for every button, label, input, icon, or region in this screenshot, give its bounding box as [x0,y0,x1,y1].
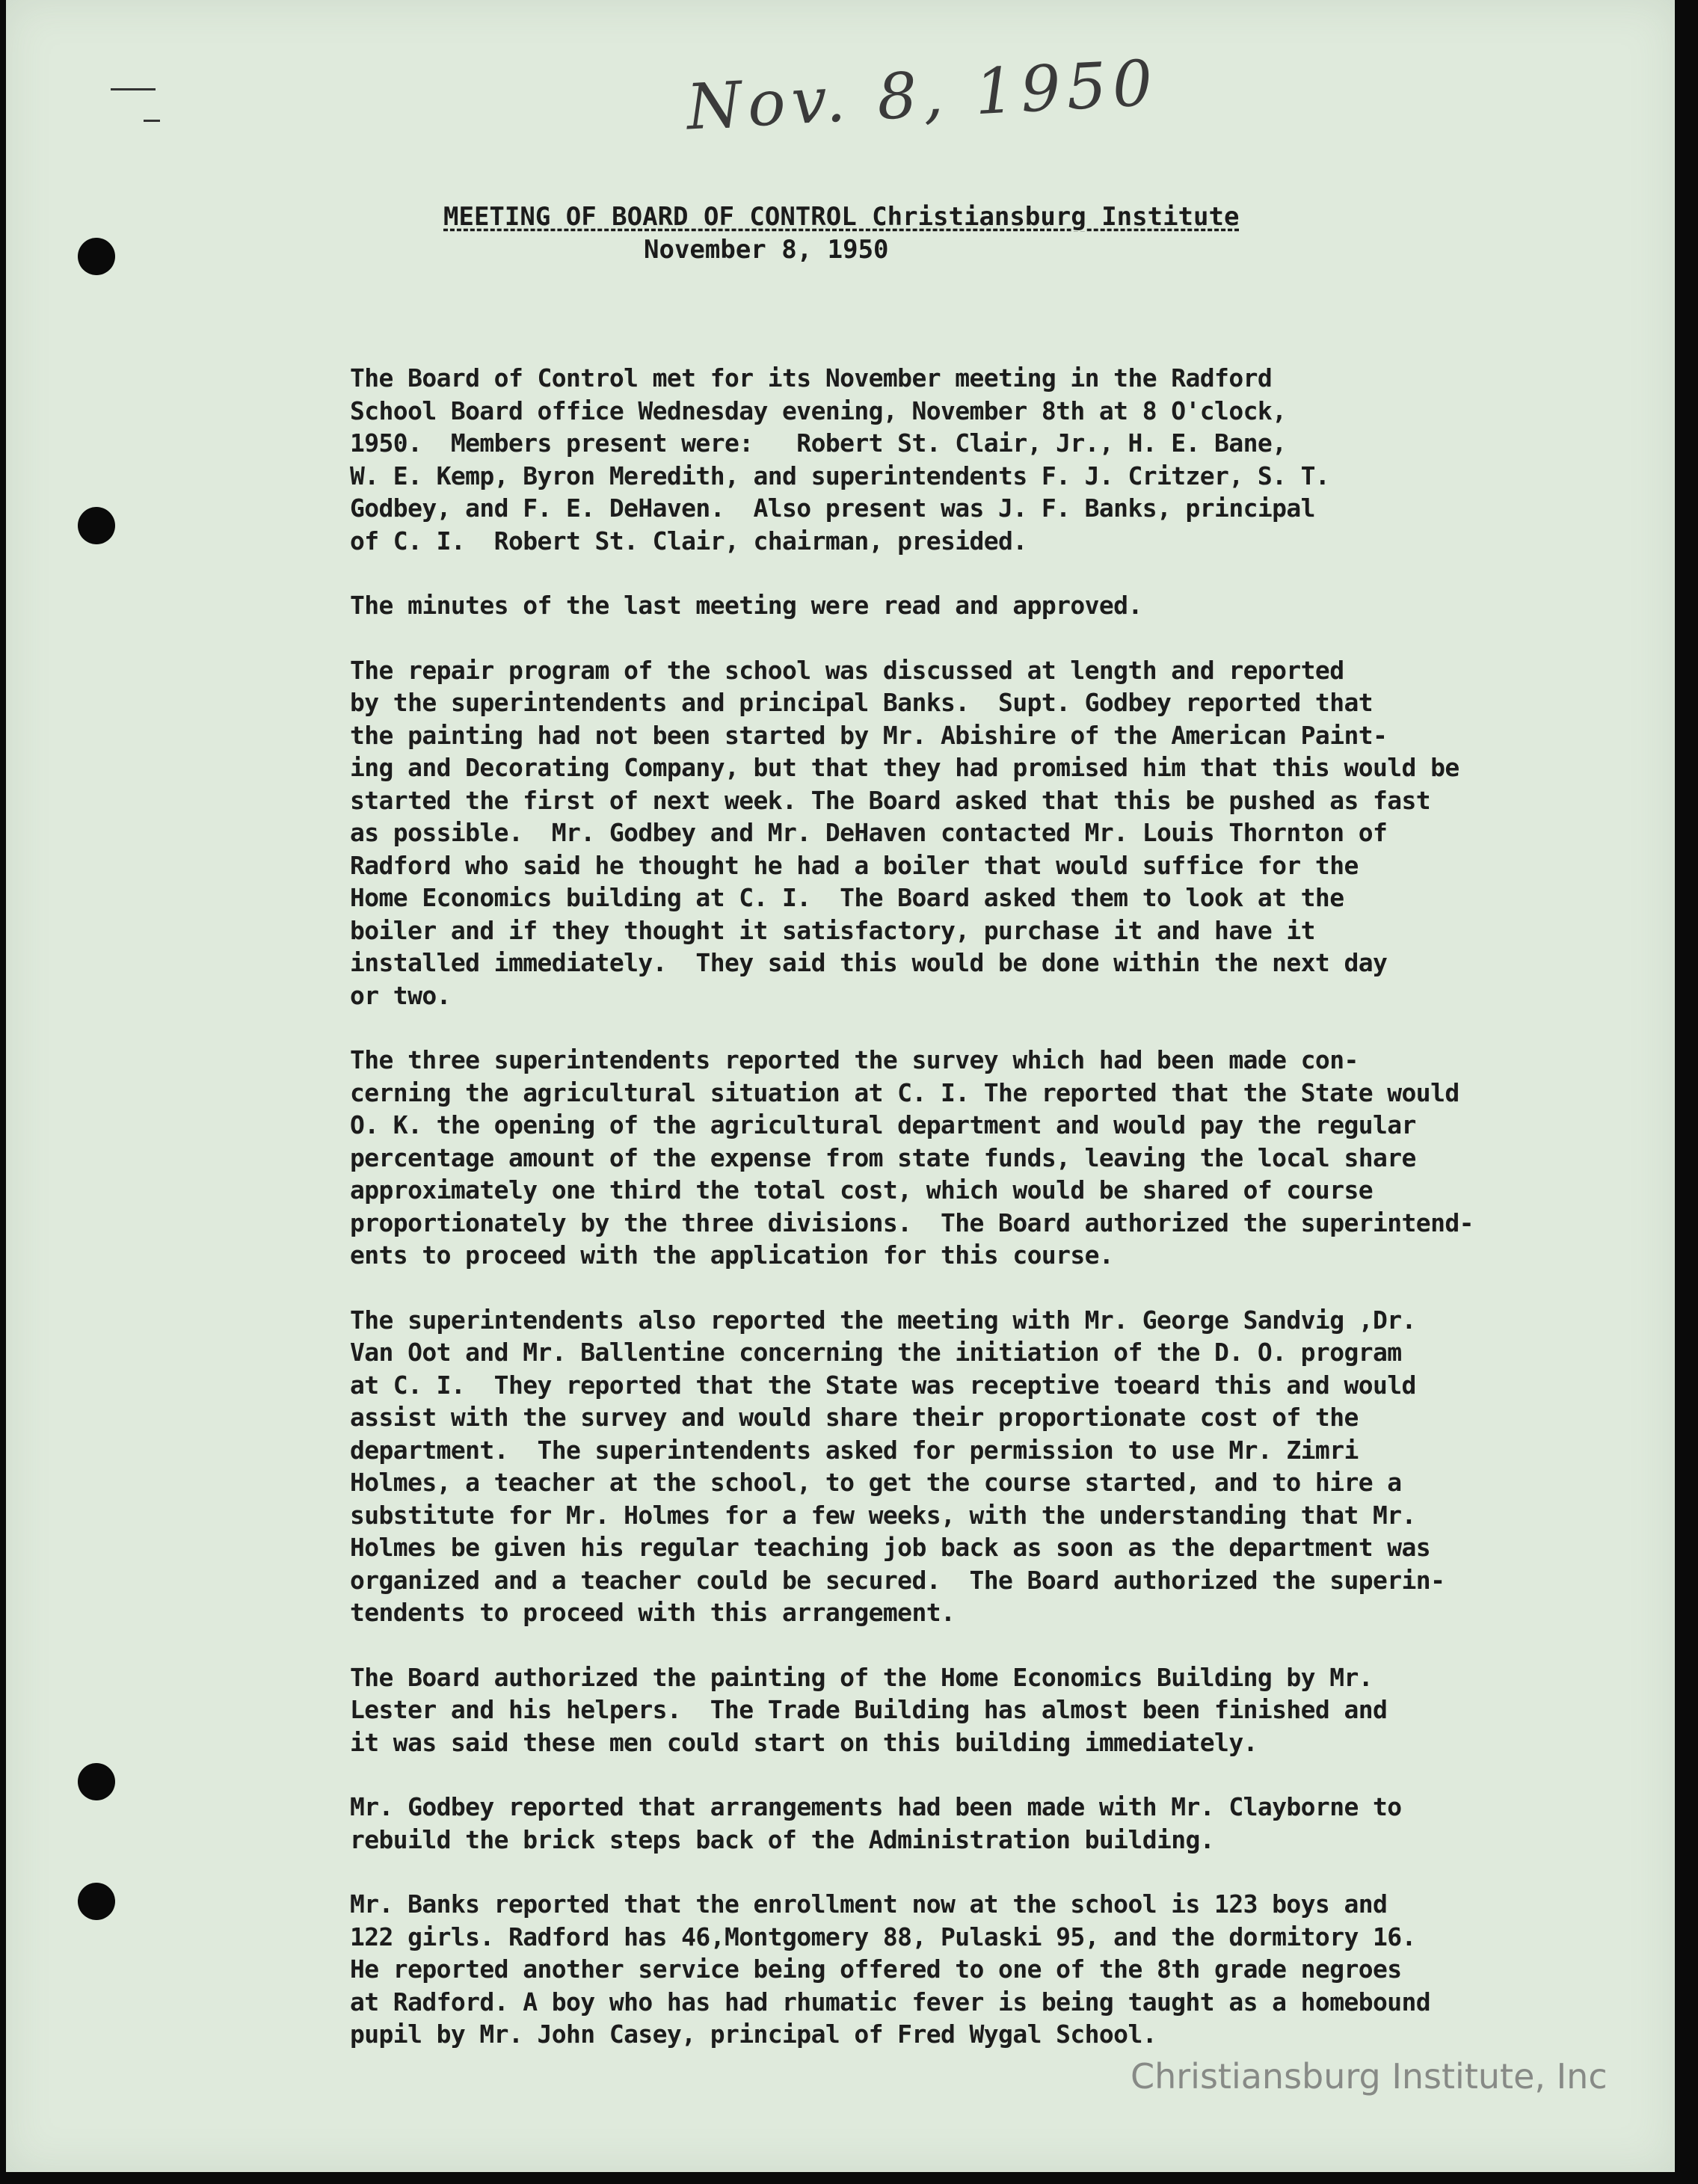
text-line: He reported another service being offered to one of the 8th grade negroes [350,1954,1402,1984]
paragraph [350,1791,1614,1856]
text-line: 122 girls. Radford has 46,Montgomery 88, Pulaski 95, and the dormitory 16. [350,1922,1416,1951]
text-line: approximately one third the total cost, which would be shared of course [350,1175,1374,1205]
text-line: The repair program of the school was discussed at length and reported [350,655,1344,685]
text-line: School Board office Wednesday evening, November 8th at 8 O'clock, [350,396,1287,425]
text-line: The three superintendents reported the survey which had been made con- [350,1045,1359,1074]
text-line: The superintendents also reported the meeting with Mr. George Sandvig ,Dr. [350,1305,1416,1335]
heading-date: November 8, 1950 [644,235,889,265]
paragraph [350,1888,1614,2051]
margin-mark [144,120,160,122]
paragraph [350,1304,1614,1629]
document-heading [443,200,1296,266]
punch-hole [78,238,115,275]
document-page [6,0,1675,2172]
heading-title: MEETING OF BOARD OF CONTROL Christiansburg Institute [443,202,1240,232]
text-line: started the first of next week. The Board asked that this be pushed as fast [350,785,1431,815]
text-line: organized and a teacher could be secured. The Board authorized the superin- [350,1565,1445,1595]
text-line: The Board authorized the painting of the Home Economics Building by Mr. [350,1662,1374,1692]
paragraph [350,1044,1614,1272]
paragraph [350,362,1614,557]
paragraph [350,654,1614,1012]
text-line: department. The superintendents asked for permission to use Mr. Zimri [350,1435,1359,1465]
punch-hole [78,1883,115,1920]
text-line: The minutes of the last meeting were read and approved. [350,591,1142,620]
text-line: as possible. Mr. Godbey and Mr. DeHaven contacted Mr. Louis Thornton of [350,818,1388,847]
text-line: Lester and his helpers. The Trade Building has almost been finished and [350,1695,1388,1724]
text-line: by the superintendents and principal Banks. Supt. Godbey reported that [350,688,1374,717]
text-line: W. E. Kemp, Byron Meredith, and superintendents F. J. Critzer, S. T. [350,461,1330,490]
text-line: boiler and if they thought it satisfactory, purchase it and have it [350,915,1315,945]
text-line: Mr. Banks reported that the enrollment now at the school is 123 boys and [350,1889,1388,1919]
text-line: The Board of Control met for its November meeting in the Radford [350,363,1273,393]
punch-hole [78,507,115,544]
text-line: rebuild the brick steps back of the Administration building. [350,1824,1215,1854]
text-line: substitute for Mr. Holmes for a few weeks, with the understanding that Mr. [350,1500,1416,1530]
watermark: Christiansburg Institute, Inc [1131,2056,1608,2097]
text-line: at Radford. A boy who has had rhumatic fever is being taught as a homebound [350,1987,1431,2017]
text-line: it was said these men could start on this building immediately. [350,1727,1258,1757]
text-line: pupil by Mr. John Casey, principal of Fred Wygal School. [350,2020,1157,2049]
text-line: percentage amount of the expense from state funds, leaving the local share [350,1142,1416,1172]
text-line: or two. [350,980,451,1010]
text-line: the painting had not been started by Mr. Abishire of the American Paint- [350,720,1388,750]
text-line: Godbey, and F. E. DeHaven. Also present was J. F. Banks, principal [350,493,1315,523]
text-line: Mr. Godbey reported that arrangements had been made with Mr. Clayborne to [350,1792,1402,1821]
text-line: proportionately by the three divisions. The Board authorized the superintend- [350,1208,1474,1237]
paragraph [350,589,1614,622]
text-line: Holmes, a teacher at the school, to get the course started, and to hire a [350,1468,1402,1497]
text-line: assist with the survey and would share their proportionate cost of the [350,1403,1359,1432]
text-line: 1950. Members present were: Robert St. Clair, Jr., H. E. Bane, [350,428,1287,458]
handwritten-date: Nov. 8, 1950 [684,46,1160,144]
text-line: Radford who said he thought he had a boiler that would suffice for the [350,850,1359,880]
text-line: cerning the agricultural situation at C. I. The reported that the State would [350,1077,1459,1107]
text-line: ing and Decorating Company, but that they had promised him that this would be [350,753,1459,782]
text-line: Van Oot and Mr. Ballentine concerning the initiation of the D. O. program [350,1338,1402,1367]
text-line: tendents to proceed with this arrangement. [350,1598,956,1627]
text-line: of C. I. Robert St. Clair, chairman, presided. [350,526,1027,556]
minutes-body [350,362,1614,2083]
paragraph [350,1661,1614,1759]
text-line: at C. I. They reported that the State was receptive toeard this and would [350,1370,1416,1400]
text-line: installed immediately. They said this would be done within the next day [350,948,1388,977]
text-line: Holmes be given his regular teaching job back as soon as the department was [350,1533,1431,1562]
text-line: O. K. the opening of the agricultural department and would pay the regular [350,1110,1416,1139]
text-line: ents to proceed with the application for this course. [350,1240,1114,1270]
punch-hole [78,1763,115,1800]
margin-mark [111,88,156,90]
text-line: Home Economics building at C. I. The Board asked them to look at the [350,883,1344,912]
